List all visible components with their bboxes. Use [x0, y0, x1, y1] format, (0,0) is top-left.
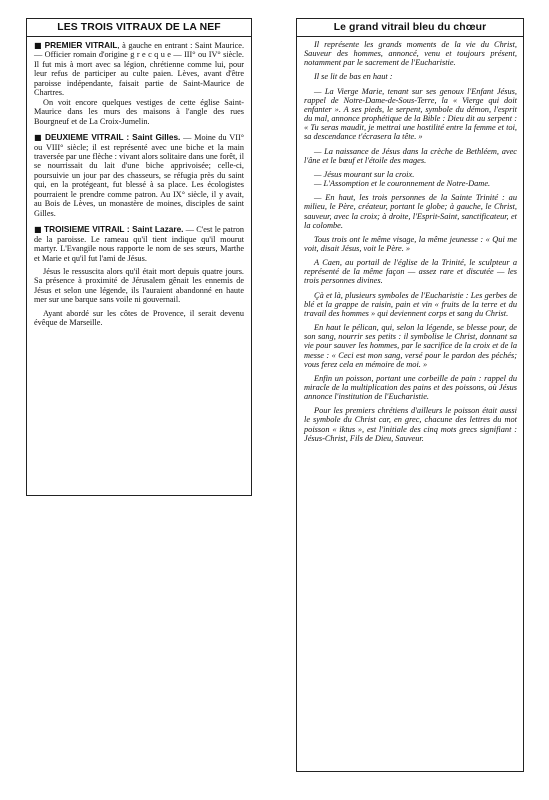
section-text-3: — C'est le patron de la paroisse. Le rameau qu'il tient indique qu'il mourut martyr. L'Evangile nous rapporte le nom de ses sœurs, Marthe et Marie et qu'il fut l'ami de Jésus. — [34, 225, 244, 263]
right-paragraph-symboles: Çà et là, plusieurs symboles de l'Eucharistie : Les gerbes de blé et la grappe de raisin, pain et vin « fruits de la terre et du travail des hommes » qui deviennent corps et sang du Christ. — [304, 290, 517, 318]
bullet-square-icon: ■ — [34, 133, 43, 143]
right-paragraph-intro: Il représente les grands moments de la vie du Christ, Sauveur des hommes, annoncé, venu et toujours présent, notamment par le sacrement de l'Eucharistie. — [304, 40, 517, 68]
section-troisieme-vitrail — [34, 225, 244, 263]
section-title-2: DEUXIEME VITRAIL : Saint Gilles. — [45, 132, 181, 143]
section-text-2: — Moine du VII° ou VIII° siècle; il est représenté avec une biche et la main traversée par une flèche : vivant alors solitaire dans une forêt, il se nourrissait du lait d'une biche apprivoisée; celle-ci, poursuivie un jour par des chasseurs, se réfugia près du saint qui, en la protégeant, fut blessé à sa place. Les écologistes pourraient le prendre comme patron. Au IX° siècle, il y avait, au Bois de Lèves, un monastère de moines, disciples de saint Gilles. — [34, 133, 244, 218]
right-article-header: Le grand vitrail bleu du chœur — [297, 19, 523, 37]
right-paragraph-croix: — Jésus mourant sur la croix. — [314, 169, 415, 179]
section-title-1: PREMIER VITRAIL — [44, 40, 118, 50]
bullet-square-icon: ■ — [34, 225, 42, 235]
section-text-1b: On voit encore quelques vestiges de cette église Saint-Maurice dans les murs des maisons à l'angle des rues Bourgneuf et de La Croix-Jumelin. — [34, 97, 244, 126]
right-paragraph-caen: A Caen, au portail de l'église de la Trinité, le sculpteur a représenté de la même façon — assez rare et discutée — les trois personnes divines. — [304, 258, 517, 286]
section-text-1: , à gauche en entrant : Saint Maurice. — Officier romain d'origine g r e c q u e — III° ou IV° siècle. Il fut mis à mort avec sa légion, chrétienne comme lui, pour leur refus de participer au culte paien. Lèves, avant d'être paroisse indépendante, faisait partie de Saint-Maurice de Chartres. — [34, 41, 245, 98]
right-paragraph-vierge: — La Vierge Marie, tenant sur ses genoux l'Enfant Jésus, rappel de Notre-Dame-de-Sous-Terre, la « Vierge qui doit enfanter ». A ses pieds, le serpent, symbole du démon, l'esprit du mal, annonce prophétique de la Bible : Dieu dit au serpent : « Tu seras maudit, je mettrai une hostilité entre la femme et toi, sa descendance t'écrasera la tête. » — [304, 86, 517, 142]
section-title-3: TROISIEME VITRAIL : Saint Lazare. — [44, 224, 184, 235]
section-text-3b: Jésus le ressuscita alors qu'il était mort depuis quatre jours. Sa présence à proximité de Jérusalem gênait les ennemis de Jésus et selon une légende, ils l'auraient abandonné en haute mer sur une barque sans voile ni gouvernail. — [34, 266, 244, 305]
right-paragraph-naissance: — La naissance de Jésus dans la crèche de Bethléem, avec l'âne et le bœuf et l'étoile des mages. — [304, 146, 517, 165]
left-article-header: LES TROIS VITRAUX DE LA NEF — [27, 19, 251, 37]
right-paragraph-assomption: — L'Assomption et le couronnement de Notre-Dame. — [314, 179, 491, 189]
right-article-body — [297, 37, 523, 443]
right-paragraph-poisson: Enfin un poisson, portant une corbeille de pain : rappel du miracle de la multiplication des pains et des poissons, où Jésus annonce l'institution de l'Eucharistie. — [304, 373, 517, 402]
section-premier-vitrail — [34, 41, 244, 98]
right-paragraph-visage: Tous trois ont le même visage, la même jeunesse : « Qui me voit, disait Jésus, voit le Père. » — [304, 234, 517, 253]
right-paragraph-pelican: En haut le pélican, qui, selon la légende, se blesse pour, de son sang, nourrir ses petits : il symbolise le Christ, donnant sa vie pour sauver les hommes, par le sacrifice de la croix et de la messe : « Ceci est mon sang, versé pour le pardon des péchés; vous ferez cela en mémoire de moi. » — [304, 323, 517, 369]
right-paragraph-iktus: Pour les premiers chrétiens d'ailleurs le poisson était aussi le symbole du Christ car, en grec, chacune des lettres du mot poisson « iktus », est l'initiale des cinq mots grecs signifiant : Jésus-Christ, Fils de Dieu, Sauveur. — [304, 406, 517, 443]
right-article-box — [296, 18, 524, 772]
right-paragraph-reading-order: Il se lit de bas en haut : — [314, 72, 393, 82]
left-article-box — [26, 18, 252, 496]
section-deuxieme-vitrail — [34, 133, 244, 218]
section-text-3c: Ayant abordé sur les côtes de Provence, il serait devenu évêque de Marseille. — [34, 308, 244, 328]
right-paragraph-trinite: — En haut, les trois personnes de la Sainte Trinité : au milieu, le Père, créateur, portant le globe; à gauche, le Christ, sauveur, avec la croix; à droite, l'Esprit-Saint, sanctificateur, et la colombe. — [304, 193, 517, 230]
bullet-square-icon: ■ — [34, 41, 43, 50]
left-article-body — [27, 37, 251, 328]
